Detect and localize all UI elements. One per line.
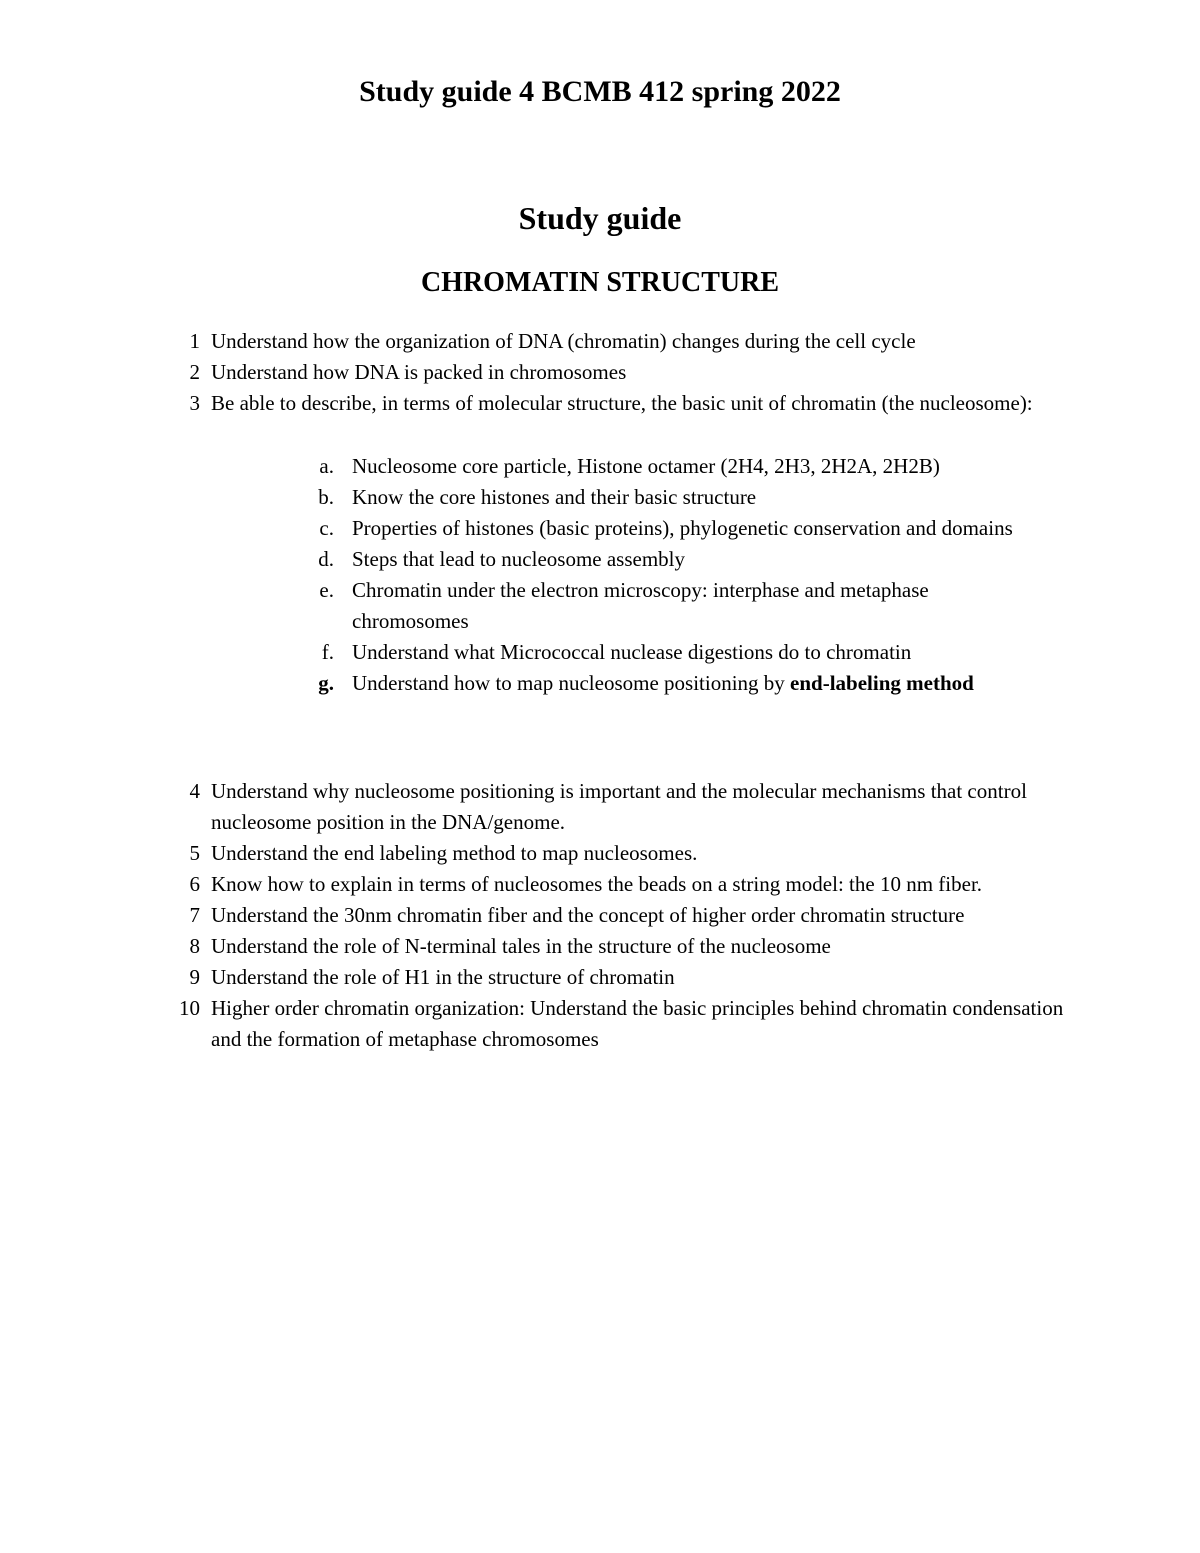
sub-item-text: Nucleosome core particle, Histone octamer (2H4, 2H3, 2H2A, 2H2B) — [352, 454, 940, 478]
item-number: 9 — [189, 965, 200, 989]
item-text: Understand how DNA is packed in chromosomes — [211, 360, 627, 384]
objective-list-part-1 — [0, 326, 1071, 419]
sub-item-text: Chromatin under the electron microscopy: interphase and metaphase chromosomes — [352, 578, 929, 633]
item-number: 7 — [189, 903, 200, 927]
item-text: Be able to describe, in terms of molecular structure, the basic unit of chromatin (the nucleosome): — [211, 391, 1033, 415]
sub-item-text: Understand how to map nucleosome positioning by — [352, 671, 791, 695]
sub-item-letter: g. — [318, 671, 334, 695]
sub-list-item — [0, 637, 1032, 668]
sub-item-letter: a. — [319, 454, 334, 478]
item-text: Understand how the organization of DNA (chromatin) changes during the cell cycle — [211, 329, 916, 353]
sub-item-letter: e. — [319, 578, 334, 602]
item-number: 10 — [179, 996, 200, 1020]
item-number: 6 — [189, 872, 200, 896]
section-title: CHROMATIN STRUCTURE — [420, 267, 780, 298]
sub-list-item — [0, 451, 1032, 482]
sub-list-item — [0, 513, 1032, 544]
item-number: 2 — [189, 360, 200, 384]
nucleosome-sublist — [0, 451, 1032, 699]
sub-item-text: Steps that lead to nucleosome assembly — [352, 547, 686, 571]
item-number: 3 — [189, 391, 200, 415]
sub-item-letter: c. — [319, 516, 334, 540]
sub-item-letter: b. — [318, 485, 334, 509]
item-text: Understand why nucleosome positioning is important and the molecular mechanisms that control nucleosome position in the DNA/genome. — [211, 779, 1027, 834]
sub-list-item — [0, 482, 1032, 513]
item-text: Understand the role of N-terminal tales in the structure of the nucleosome — [211, 934, 831, 958]
sub-list-item — [0, 668, 1032, 699]
sub-item-text: Properties of histones (basic proteins), phylogenetic conservation and domains — [352, 516, 1013, 540]
sub-item-text: Understand what Micrococcal nuclease digestions do to chromatin — [352, 640, 912, 664]
item-text: Understand the role of H1 in the structure of chromatin — [211, 965, 675, 989]
item-number: 1 — [189, 329, 200, 353]
sub-item-letter: d. — [318, 547, 334, 571]
list-item — [0, 869, 1071, 900]
item-number: 8 — [189, 934, 200, 958]
item-text: Higher order chromatin organization: Understand the basic principles behind chromatin condensation and the formation of metaphase chromosomes — [211, 996, 1064, 1051]
list-item — [0, 776, 1071, 838]
list-item — [0, 900, 1071, 931]
study-guide-heading: Study guide — [518, 200, 682, 236]
objective-list-part-2 — [0, 776, 1071, 1055]
list-item — [0, 357, 1071, 388]
item-text: Understand the 30nm chromatin fiber and the concept of higher order chromatin structure — [211, 903, 965, 927]
list-item — [0, 838, 1071, 869]
item-text: Understand the end labeling method to map nucleosomes. — [211, 841, 698, 865]
list-item — [0, 388, 1071, 419]
sub-list-item — [0, 544, 1032, 575]
item-number: 4 — [189, 779, 200, 803]
list-item — [0, 962, 1071, 993]
list-item — [0, 993, 1071, 1055]
list-item — [0, 931, 1071, 962]
list-item — [0, 326, 1071, 357]
sub-list-item — [0, 575, 1032, 637]
item-text: Know how to explain in terms of nucleosomes the beads on a string model: the 10 nm fiber. — [211, 872, 983, 896]
sub-item-text: Know the core histones and their basic structure — [352, 485, 757, 509]
item-number: 5 — [189, 841, 200, 865]
document-title: Study guide 4 BCMB 412 spring 2022 — [359, 75, 841, 108]
sub-item-letter: f. — [321, 640, 334, 664]
sub-item-bold-text: end-labeling method — [790, 671, 974, 695]
